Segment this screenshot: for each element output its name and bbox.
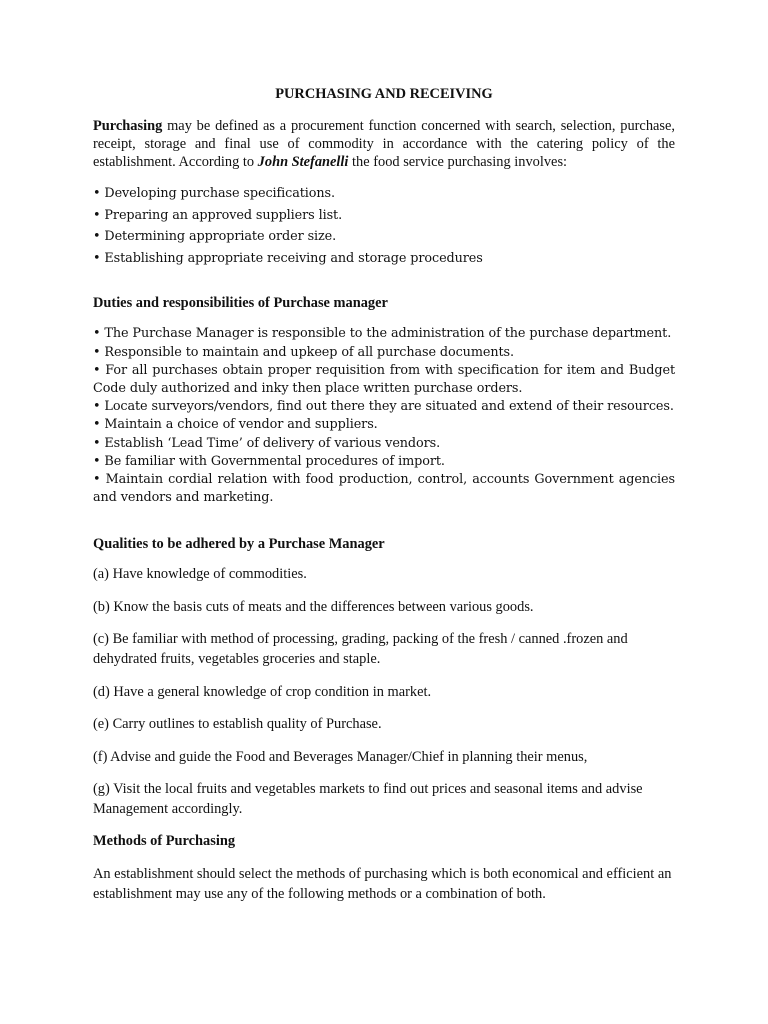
involves-list <box>93 183 675 269</box>
intro-paragraph <box>93 117 675 171</box>
quality-item: (c) Be familiar with method of processing, grading, packing of the fresh / canned .frozen and dehydrated fruits, vegetables groceries and staple. <box>93 631 628 668</box>
duties-item: • Maintain cordial relation with food production, control, accounts Government agencies and vendors and marketing. <box>93 472 675 506</box>
document-title: PURCHASING AND RECEIVING <box>275 86 493 102</box>
duties-item: • Locate surveyors/vendors, find out there they are situated and extend of their resources. <box>93 399 674 415</box>
involves-item: • Developing purchase specifications. <box>93 186 335 201</box>
involves-item: • Preparing an approved suppliers list. <box>93 207 343 223</box>
duties-item: • Be familiar with Governmental procedures of import. <box>93 453 445 469</box>
duties-item: • For all purchases obtain proper requisition from with specification for item and Budget Code duly authorized and inky then place written purchase orders. <box>93 362 675 396</box>
involves-item: • Establishing appropriate receiving and storage procedures <box>93 250 483 266</box>
duties-item: • Maintain a choice of vendor and suppliers. <box>93 417 378 433</box>
duties-list <box>93 325 675 507</box>
quality-item: (e) Carry outlines to establish quality of Purchase. <box>93 716 382 733</box>
duties-item: • Establish ‘Lead Time’ of delivery of various vendors. <box>93 435 441 451</box>
intro-author: John Stefanelli <box>257 154 349 170</box>
methods-heading: Methods of Purchasing <box>93 832 236 849</box>
intro-text-after-author: the food service purchasing involves: <box>348 154 568 170</box>
qualities-list <box>93 564 675 819</box>
duties-item: • The Purchase Manager is responsible to the administration of the purchase department. <box>93 326 672 342</box>
methods-paragraph: An establishment should select the methods of purchasing which is both economical and efficient an establishment may use any of the following methods or a combination of both. <box>93 865 672 902</box>
quality-item: (b) Know the basis cuts of meats and the differences between various goods. <box>93 598 534 615</box>
document-page <box>93 85 675 904</box>
quality-item: (f) Advise and guide the Food and Beverages Manager/Chief in planning their menus, <box>93 748 588 765</box>
intro-term: Purchasing <box>93 118 163 134</box>
duties-heading: Duties and responsibilities of Purchase manager <box>93 295 388 312</box>
quality-item: (a) Have knowledge of commodities. <box>93 566 307 583</box>
duties-item: • Responsible to maintain and upkeep of all purchase documents. <box>93 344 514 360</box>
quality-item: (d) Have a general knowledge of crop condition in market. <box>93 683 432 700</box>
qualities-heading: Qualities to be adhered by a Purchase Manager <box>93 536 385 553</box>
involves-item: • Determining appropriate order size. <box>93 229 337 245</box>
intro-text-before-author: may be defined as a procurement function concerned with search, selection, purchase, receipt, storage and final use of commodity in accordance with the catering policy of the establishment. According to <box>93 118 675 170</box>
quality-item: (g) Visit the local fruits and vegetables markets to find out prices and seasonal items and advise Management accordingly. <box>93 781 643 818</box>
